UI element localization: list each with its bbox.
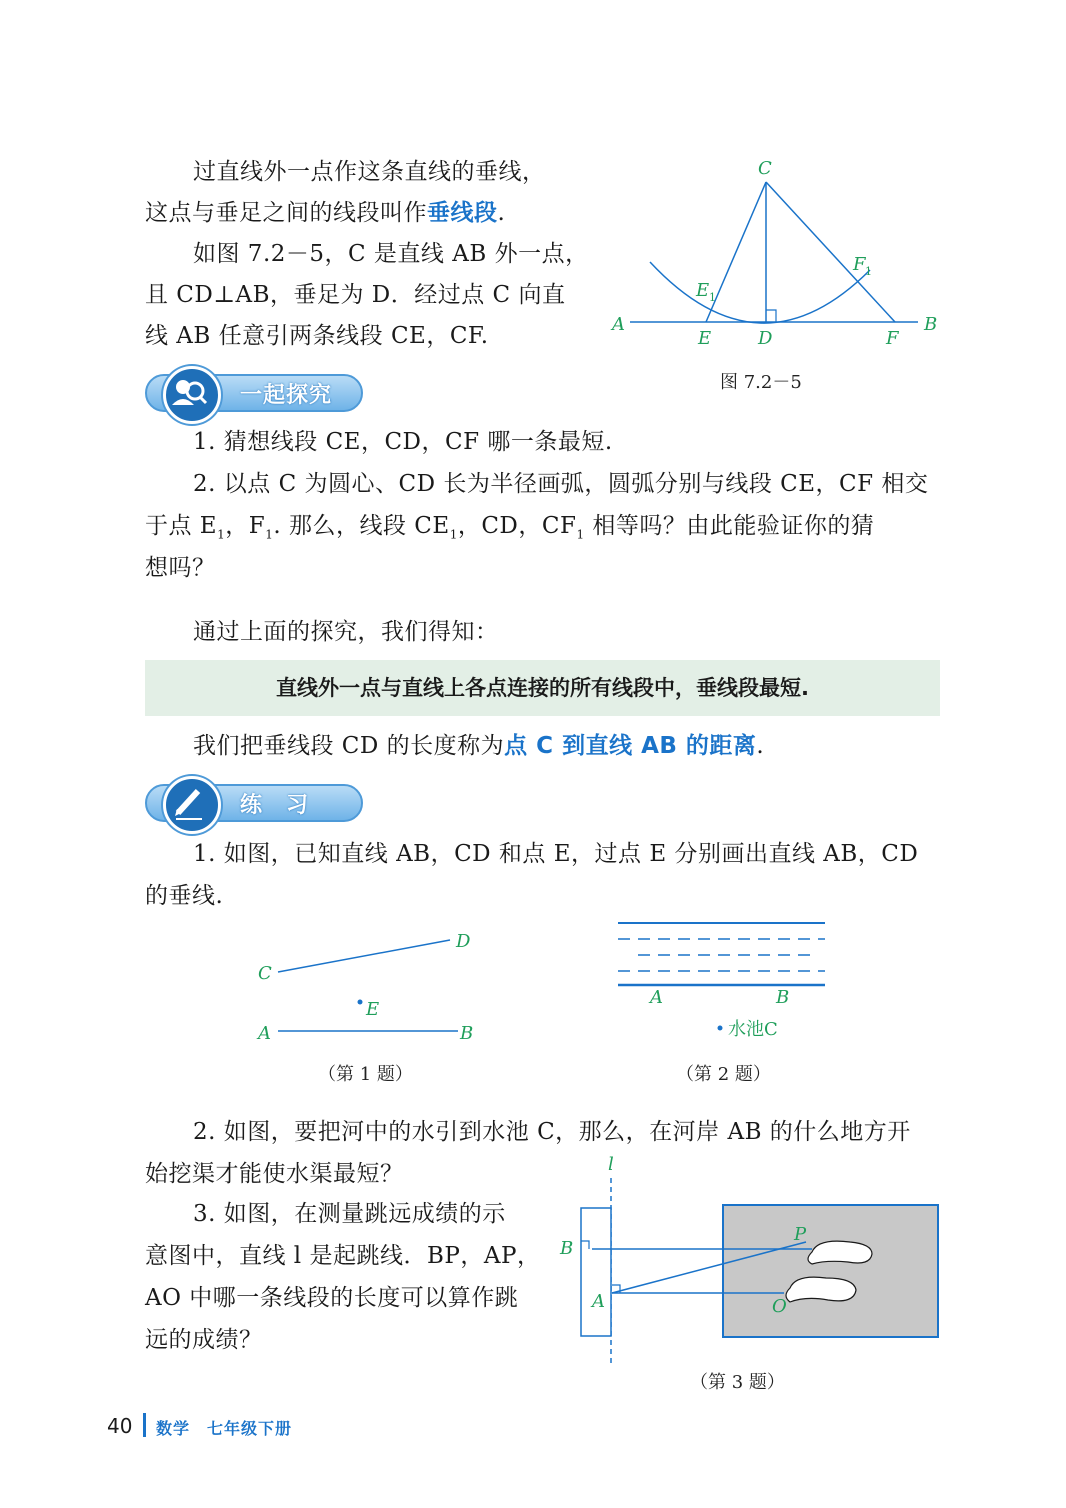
label-l: l bbox=[608, 1154, 614, 1175]
label-f: F bbox=[886, 328, 899, 349]
magnifier-person-icon bbox=[163, 366, 221, 424]
figure-7-2-5 bbox=[600, 150, 960, 360]
badge-label-exercise: 练 习 bbox=[240, 793, 310, 818]
book-title: 数学 七年级下册 bbox=[156, 1419, 293, 1438]
q2-text-b: ，F bbox=[225, 513, 266, 539]
exercise-1-line1: 1. 如图，已知直线 AB，CD 和点 E，过点 E 分别画出直线 AB，CD bbox=[193, 841, 919, 867]
intro-line-1: 过直线外一点作这条直线的垂线， bbox=[193, 159, 546, 185]
footprint-bottom-icon bbox=[786, 1277, 856, 1302]
label-pool: 水池C bbox=[728, 1019, 778, 1040]
label-e1-sub: 1 bbox=[709, 291, 716, 304]
label-c: C bbox=[758, 158, 772, 179]
def-text: 我们把垂线段 CD 的长度称为 bbox=[193, 733, 505, 759]
label-e: E bbox=[366, 999, 380, 1020]
label-c: C bbox=[258, 963, 272, 984]
arc-cd bbox=[650, 262, 870, 323]
label-f1-sub: 1 bbox=[865, 265, 872, 278]
takeoff-board bbox=[581, 1208, 611, 1336]
point-e bbox=[358, 1000, 363, 1005]
sand-pit bbox=[723, 1205, 938, 1337]
pool-point bbox=[718, 1026, 723, 1031]
label-d: D bbox=[758, 328, 773, 349]
footer-divider bbox=[143, 1413, 146, 1437]
section-badge-explore bbox=[145, 370, 365, 414]
figure-exercise-3 bbox=[550, 1150, 950, 1370]
exercise-2-caption: （第 2 题） bbox=[676, 1064, 771, 1085]
label-a: A bbox=[612, 314, 625, 335]
label-e1: E bbox=[696, 280, 710, 301]
q2-text-e: 相等吗？由此能验证你的猜 bbox=[584, 513, 875, 539]
def-period: . bbox=[756, 733, 765, 759]
label-b: B bbox=[560, 1238, 574, 1259]
label-p: P bbox=[794, 1224, 807, 1245]
right-angle-mark bbox=[766, 310, 776, 322]
label-a: A bbox=[592, 1291, 605, 1312]
label-a: A bbox=[650, 987, 663, 1008]
term-distance: 点 C 到直线 AB 的距离 bbox=[504, 733, 757, 759]
line-cd bbox=[278, 940, 450, 972]
distance-definition bbox=[193, 726, 764, 767]
figure-exercise-2 bbox=[610, 915, 840, 1055]
explore-q2-line2 bbox=[145, 506, 874, 556]
section-badge-exercise bbox=[145, 780, 365, 824]
exercise-1-line2: 的垂线. bbox=[145, 883, 224, 909]
intro-line-4: 且 CD⊥AB，垂足为 D．经过点 C 向直 bbox=[145, 282, 566, 308]
sub-1: 1 bbox=[449, 527, 458, 542]
summary-lead: 通过上面的探究，我们得知： bbox=[193, 619, 499, 645]
explore-q2-line1: 2. 以点 C 为圆心、CD 长为半径画弧，圆弧分别与线段 CE，CF 相交 bbox=[193, 471, 929, 497]
exercise-1-caption: （第 1 题） bbox=[318, 1064, 413, 1085]
label-e: E bbox=[698, 328, 712, 349]
conclusion-box: 直线外一点与直线上各点连接的所有线段中，垂线段最短. bbox=[145, 660, 940, 716]
term-perpendicular-segment: 垂线段 bbox=[427, 200, 498, 226]
exercise-3-line2: 意图中，直线 l 是起跳线．BP，AP， bbox=[145, 1243, 541, 1269]
intro-text: 这点与垂足之间的线段叫作 bbox=[145, 200, 427, 226]
intro-line-3: 如图 7.2－5，C 是直线 AB 外一点， bbox=[193, 241, 589, 267]
exercise-3-line3: AO 中哪一条线段的长度可以算作跳 bbox=[145, 1285, 519, 1311]
intro-line-5: 线 AB 任意引两条线段 CE，CF. bbox=[145, 323, 489, 349]
sub-1: 1 bbox=[576, 527, 585, 542]
label-f1: F bbox=[853, 254, 866, 275]
label-d: D bbox=[456, 931, 471, 952]
exercise-3-caption: （第 3 题） bbox=[690, 1372, 785, 1393]
label-b: B bbox=[924, 314, 938, 335]
page-number: 40 bbox=[107, 1414, 133, 1438]
figure-7-2-5-caption: 图 7.2－5 bbox=[720, 372, 802, 393]
q2-text-c: . 那么，线段 CE bbox=[273, 513, 450, 539]
badge-label-explore: 一起探究 bbox=[240, 383, 333, 408]
sub-1: 1 bbox=[265, 527, 274, 542]
explore-q1: 1. 猜想线段 CE，CD，CF 哪一条最短. bbox=[193, 429, 613, 455]
exercise-2-line2: 始挖渠才能使水渠最短？ bbox=[145, 1161, 404, 1187]
exercise-3-line1: 3. 如图，在测量跳远成绩的示 bbox=[193, 1201, 506, 1227]
segment-cf bbox=[766, 182, 895, 322]
label-b: B bbox=[460, 1023, 474, 1044]
explore-q2-line3: 想吗？ bbox=[145, 555, 216, 581]
exercise-3-line4: 远的成绩？ bbox=[145, 1327, 263, 1353]
figure-exercise-1 bbox=[250, 925, 490, 1055]
exercise-2-line1: 2. 如图，要把河中的水引到水池 C，那么，在河岸 AB 的什么地方开 bbox=[193, 1119, 911, 1145]
q2-text-a: 于点 E bbox=[145, 513, 218, 539]
label-a: A bbox=[258, 1023, 271, 1044]
label-o: O bbox=[772, 1296, 787, 1317]
q2-text-d: ，CD，CF bbox=[457, 513, 577, 539]
pencil-icon bbox=[163, 776, 221, 834]
intro-period: . bbox=[497, 200, 506, 226]
sub-1: 1 bbox=[217, 527, 226, 542]
intro-line-2 bbox=[145, 193, 505, 234]
label-b: B bbox=[776, 987, 790, 1008]
